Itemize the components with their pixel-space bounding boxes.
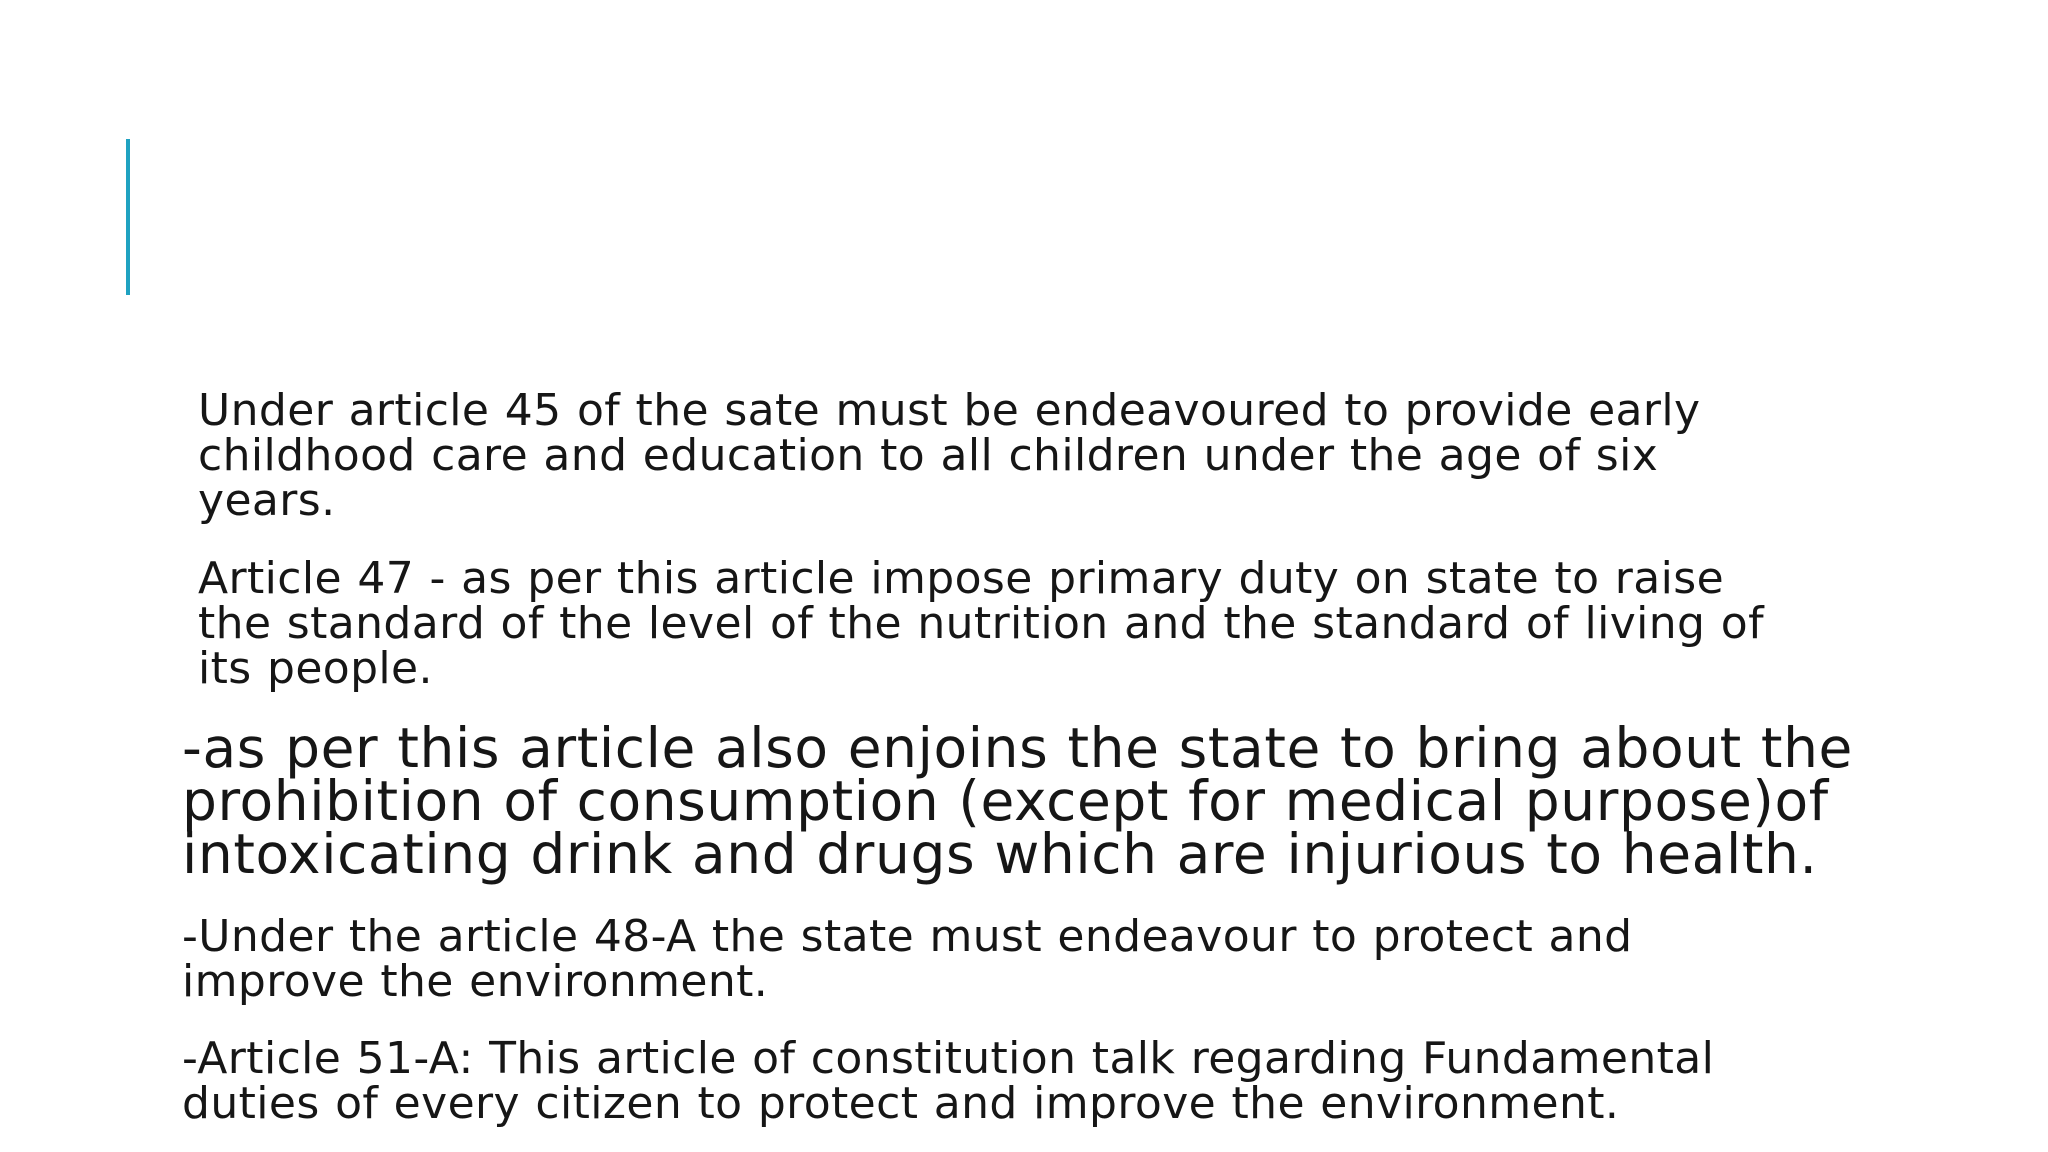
paragraph-article-45: Under article 45 of the sate must be endeavoured to provide early childhood care and education to all children under the age of six years. — [198, 385, 1701, 526]
title-placeholder — [180, 139, 1880, 295]
paragraph-prohibition: -as per this article also enjoins the state to bring about the prohibition of consumption (except for medical purpose)of intoxicating drink and drugs which are injurious to health. — [182, 716, 1853, 886]
paragraph-article-47: Article 47 - as per this article impose primary duty on state to raise the standard of the level of the nutrition and the standard of living of its people. — [198, 553, 1764, 694]
paragraph-article-51a: -Article 51-A: This article of constitution talk regarding Fundamental duties of every citizen to protect and improve the environment. — [182, 1033, 1715, 1129]
title-accent-bar — [126, 139, 130, 295]
paragraph-article-48a: -Under the article 48-A the state must endeavour to protect and improve the environment. — [182, 911, 1633, 1007]
